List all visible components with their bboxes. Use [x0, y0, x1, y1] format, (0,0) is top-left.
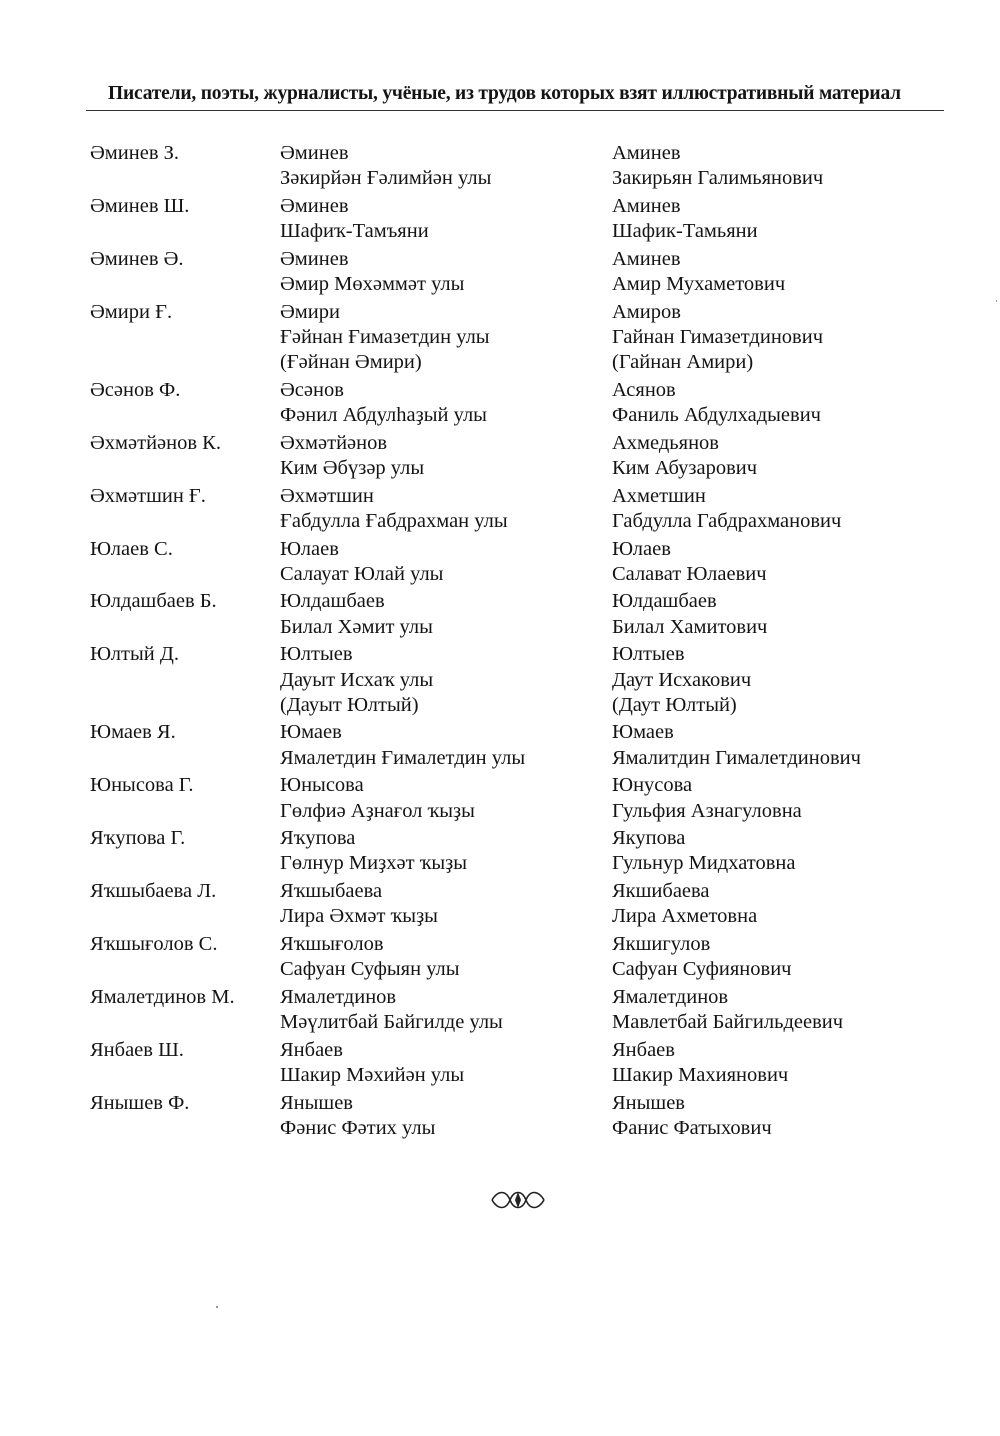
russian-name-line: Закирьян Галимьянович — [612, 167, 824, 190]
entry-short-name: Әмири Ғ. — [90, 300, 173, 323]
entry-bashkir-name — [280, 826, 612, 876]
print-speck — [216, 1306, 218, 1308]
russian-name-line: Аминев — [612, 142, 681, 164]
entry-row — [0, 985, 1000, 1038]
russian-name-line: Якшибаева — [612, 880, 710, 903]
entry-bashkir-name — [280, 247, 612, 297]
bashkir-name-line: Яҡшыбаева — [280, 880, 383, 903]
entry-bashkir-name — [280, 1091, 612, 1141]
entry-short-name: Яҡшығолов С. — [90, 933, 218, 956]
russian-name-line: Ким Абузарович — [612, 456, 758, 479]
russian-name-line: Гульнур Мидхатовна — [612, 852, 796, 875]
entry-row — [0, 247, 1000, 300]
entry-bashkir-name — [280, 589, 612, 639]
russian-name-line: Даут Исхакович — [612, 668, 752, 691]
entry-row — [0, 141, 1000, 194]
bashkir-name-line: Әхмәтшин — [280, 484, 374, 507]
bashkir-name-line: Ямалетдинов — [280, 986, 397, 1008]
entry-short-name: Янбаев Ш. — [90, 1038, 184, 1061]
bashkir-name-line: Әсәнов — [280, 378, 344, 401]
entry-russian-name — [612, 985, 992, 1035]
entry-russian-name — [612, 141, 992, 191]
header-rule — [86, 110, 944, 111]
bashkir-name-line: Яҡшығолов — [280, 933, 384, 956]
entry-row — [0, 1091, 1000, 1144]
entry-row — [0, 537, 1000, 590]
entry-row — [0, 773, 1000, 826]
entry-short-name: Әминев Ш. — [90, 194, 190, 217]
entry-russian-name — [612, 720, 992, 770]
entry-short-name: Яҡупова Г. — [90, 827, 186, 850]
entry-short-name: Яҡшыбаева Л. — [90, 880, 217, 903]
entry-russian-name — [612, 537, 992, 587]
russian-name-line: Шафик-Тамьяни — [612, 220, 758, 243]
russian-name-line: Юлтыев — [612, 643, 685, 666]
bashkir-name-line: Ғабдулла Ғабдрахман улы — [280, 509, 508, 532]
bashkir-name-line: Янбаев — [280, 1038, 343, 1061]
entry-bashkir-name — [280, 141, 612, 191]
bashkir-name-line: Яҡупова — [280, 827, 356, 850]
russian-name-line: Гульфия Азнагуловна — [612, 799, 802, 822]
entry-bashkir-name — [280, 720, 612, 770]
bashkir-name-line: Ямалетдин Ғималетдин улы — [280, 746, 526, 769]
entry-bashkir-name — [280, 300, 612, 376]
entry-row — [0, 300, 1000, 378]
entry-short-name: Юлтый Д. — [90, 643, 179, 666]
russian-name-line: Янышев — [612, 1091, 685, 1114]
running-head: Писатели, поэты, журналисты, учёные, из трудов которых взят иллюстративный материал — [108, 83, 901, 104]
bashkir-name-line: Ғәйнан Ғимазетдин улы — [280, 325, 490, 348]
russian-name-line: Якшигулов — [612, 933, 711, 956]
entry-row — [0, 431, 1000, 484]
entry-russian-name — [612, 932, 992, 982]
bashkir-name-line: Юнысова — [280, 774, 364, 797]
entry-short-name: Янышев Ф. — [90, 1091, 190, 1114]
russian-name-line: Сафуан Суфиянович — [612, 958, 792, 981]
entry-bashkir-name — [280, 194, 612, 244]
russian-name-line: Юлдашбаев — [612, 590, 717, 613]
bashkir-name-line: Әхмәтйәнов — [280, 431, 388, 454]
bashkir-name-line: Әмир Мөхәммәт улы — [280, 273, 465, 296]
entry-russian-name — [612, 589, 992, 639]
entry-row — [0, 194, 1000, 247]
entry-short-name: Юнысова Г. — [90, 774, 194, 797]
russian-name-line: Аминев — [612, 194, 681, 217]
bashkir-name-line: Дауыт Исхаҡ улы — [280, 668, 434, 691]
entry-short-name: Әминев Ә. — [90, 247, 184, 270]
russian-name-line: Фанис Фатыхович — [612, 1117, 772, 1140]
russian-name-line: Фаниль Абдулхадыевич — [612, 404, 821, 427]
entry-bashkir-name — [280, 879, 612, 929]
entry-bashkir-name — [280, 985, 612, 1035]
bashkir-name-line: Фәнил Абдулһаҙый улы — [280, 404, 487, 427]
russian-name-line: Салават Юлаевич — [612, 562, 767, 585]
entry-bashkir-name — [280, 1038, 612, 1088]
entry-russian-name — [612, 826, 992, 876]
entry-russian-name — [612, 378, 992, 428]
russian-name-line: Юнусова — [612, 774, 693, 797]
bashkir-name-line: Әминев — [280, 247, 349, 270]
russian-name-line: Юлаев — [612, 537, 671, 560]
bashkir-name-line: Юмаев — [280, 721, 342, 744]
russian-name-line: Гайнан Гимазетдинович — [612, 325, 824, 348]
russian-name-line: Ямалетдинов — [612, 986, 729, 1008]
bashkir-name-line: Фәнис Фәтих улы — [280, 1117, 436, 1140]
bashkir-name-line: Юлтыев — [280, 643, 353, 666]
russian-name-line: Ахметшин — [612, 484, 706, 507]
bashkir-name-line: Әмири — [280, 300, 340, 323]
print-speck — [996, 300, 997, 302]
bashkir-name-line: Салауат Юлай улы — [280, 562, 444, 585]
entry-russian-name — [612, 484, 992, 534]
entry-bashkir-name — [280, 484, 612, 534]
entry-bashkir-name — [280, 537, 612, 587]
bashkir-name-line: Әминев — [280, 142, 349, 164]
bashkir-name-line: Лира Әхмәт ҡыҙы — [280, 905, 438, 928]
bashkir-name-line: Мәүлитбай Байгилде улы — [280, 1011, 503, 1034]
entry-row — [0, 589, 1000, 642]
russian-name-line: Габдулла Габдрахманович — [612, 509, 842, 532]
entry-bashkir-name — [280, 642, 612, 718]
entry-russian-name — [612, 300, 992, 376]
bashkir-name-line: Зәкирйән Ғәлимйән улы — [280, 167, 492, 190]
bashkir-name-line: Сафуан Суфыян улы — [280, 958, 460, 981]
russian-name-line: (Гайнан Амири) — [612, 351, 754, 374]
russian-name-line: Шакир Махиянович — [612, 1064, 789, 1087]
bashkir-name-line: Билал Хәмит улы — [280, 615, 433, 638]
entry-row — [0, 1038, 1000, 1091]
entry-russian-name — [612, 1038, 992, 1088]
entry-short-name: Юмаев Я. — [90, 721, 176, 744]
bashkir-name-line: Гөлфиә Аҙнағол ҡыҙы — [280, 799, 475, 822]
entry-russian-name — [612, 773, 992, 823]
entry-row — [0, 484, 1000, 537]
russian-name-line: Янбаев — [612, 1038, 675, 1061]
russian-name-line: (Даут Юлтый) — [612, 693, 737, 716]
russian-name-line: Лира Ахметовна — [612, 905, 758, 928]
bashkir-name-line: Шакир Мәхийән улы — [280, 1064, 465, 1087]
bashkir-name-line: Юлдашбаев — [280, 590, 385, 613]
bashkir-name-line: Гөлнур Миҙхәт ҡыҙы — [280, 852, 468, 875]
entry-russian-name — [612, 642, 992, 718]
entry-russian-name — [612, 431, 992, 481]
entry-row — [0, 932, 1000, 985]
entry-short-name: Юлдашбаев Б. — [90, 590, 217, 613]
russian-name-line: Мавлетбай Байгильдеевич — [612, 1011, 844, 1034]
entry-row — [0, 826, 1000, 879]
russian-name-line: Ямалитдин Гималетдинович — [612, 746, 861, 769]
bashkir-name-line: (Ғәйнан Әмири) — [280, 351, 422, 374]
entry-russian-name — [612, 247, 992, 297]
entry-row — [0, 879, 1000, 932]
entry-russian-name — [612, 194, 992, 244]
names-table — [0, 141, 1000, 1144]
russian-name-line: Ахмедьянов — [612, 431, 719, 454]
russian-name-line: Билал Хамитович — [612, 615, 768, 638]
russian-name-line: Амиров — [612, 300, 681, 323]
russian-name-line: Аминев — [612, 247, 681, 270]
entry-short-name: Әхмәтйәнов К. — [90, 431, 221, 454]
entry-row — [0, 642, 1000, 720]
entry-short-name: Әсәнов Ф. — [90, 378, 181, 401]
entry-bashkir-name — [280, 431, 612, 481]
entry-short-name: Әхмәтшин Ғ. — [90, 484, 206, 507]
russian-name-line: Якупова — [612, 827, 686, 850]
bashkir-name-line: Янышев — [280, 1091, 353, 1114]
entry-bashkir-name — [280, 773, 612, 823]
bashkir-name-line: Юлаев — [280, 537, 339, 560]
entry-bashkir-name — [280, 932, 612, 982]
russian-name-line: Юмаев — [612, 721, 674, 744]
bashkir-name-line: Әминев — [280, 194, 349, 217]
entry-row — [0, 720, 1000, 773]
entry-bashkir-name — [280, 378, 612, 428]
entry-russian-name — [612, 879, 992, 929]
entry-row — [0, 378, 1000, 431]
entry-short-name: Әминев З. — [90, 142, 180, 164]
bashkir-name-line: Ким Әбүзәр улы — [280, 456, 425, 479]
russian-name-line: Асянов — [612, 378, 676, 401]
end-ornament-icon — [490, 1188, 546, 1212]
bashkir-name-line: (Дауыт Юлтый) — [280, 693, 419, 716]
entry-short-name: Юлаев С. — [90, 537, 173, 560]
bashkir-name-line: Шафиҡ-Тамъяни — [280, 220, 429, 243]
entry-russian-name — [612, 1091, 992, 1141]
russian-name-line: Амир Мухаметович — [612, 273, 786, 296]
entry-short-name: Ямалетдинов М. — [90, 986, 235, 1008]
